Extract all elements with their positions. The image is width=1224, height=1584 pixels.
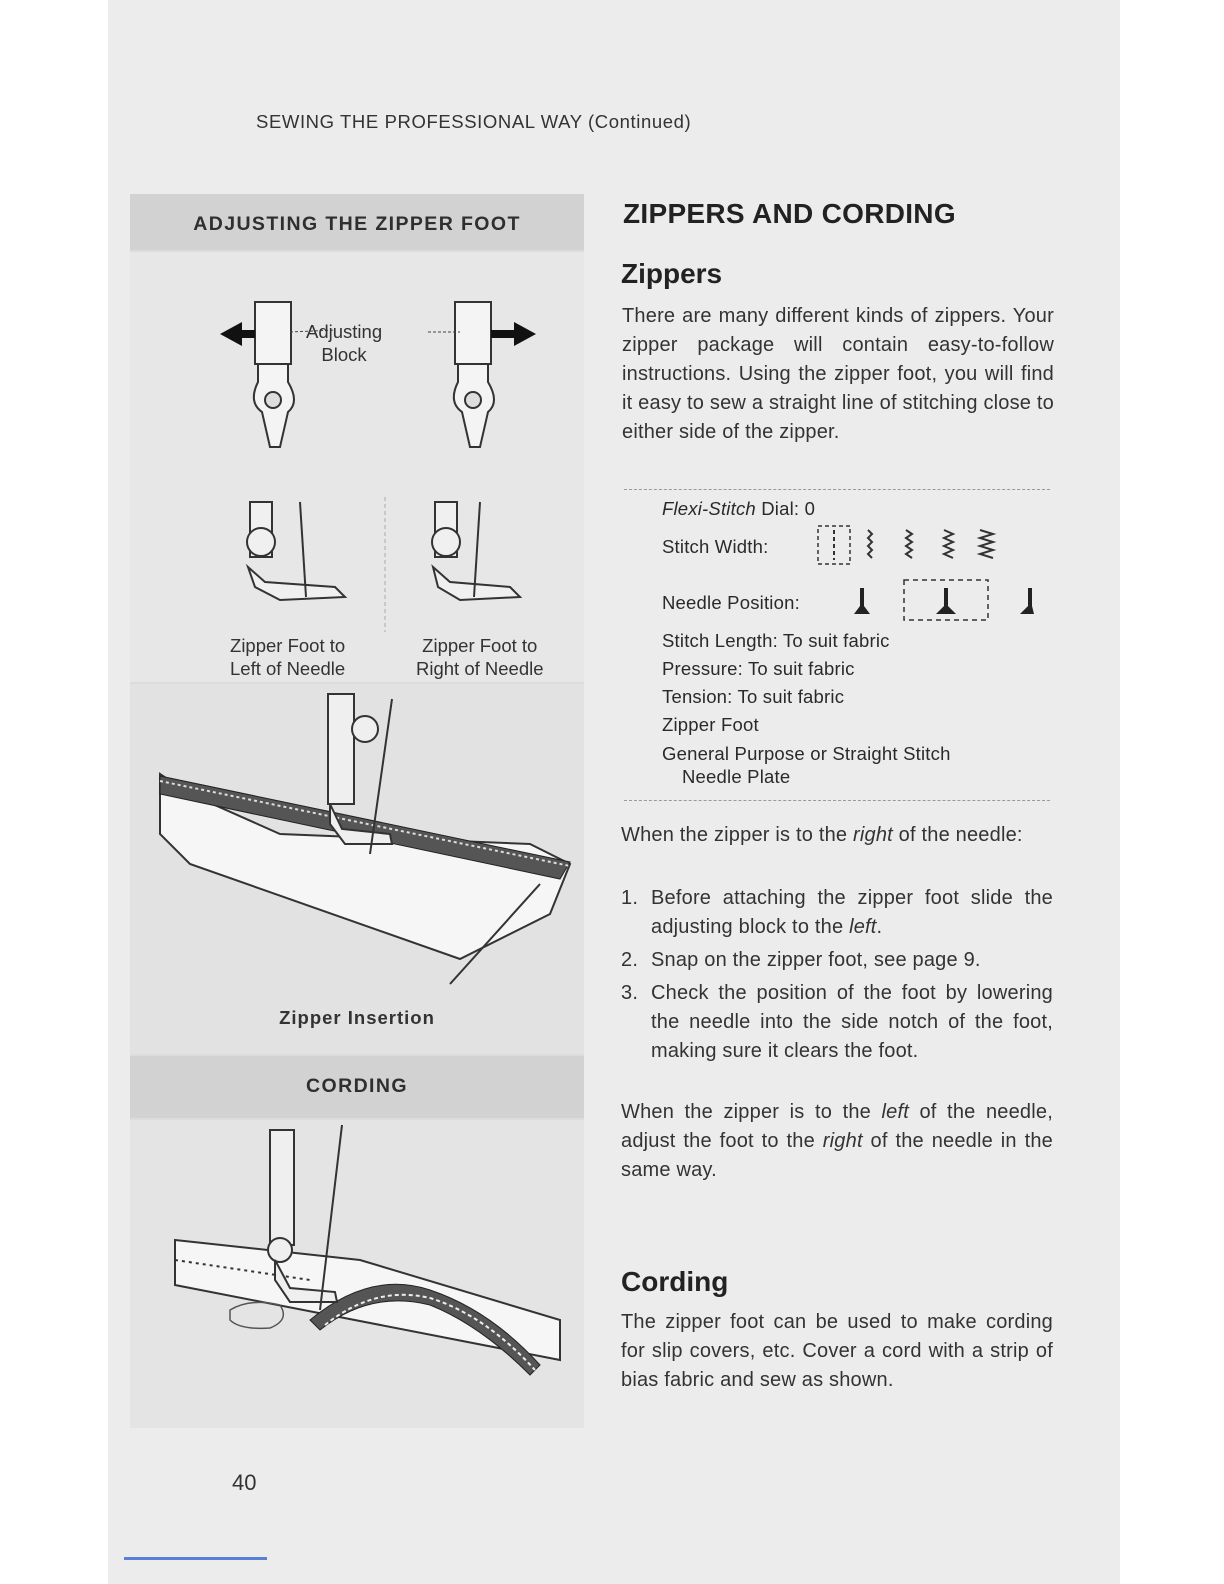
cording-title: CORDING (130, 1056, 584, 1118)
adjusting-illustration (130, 252, 584, 682)
stitch-width-icons (816, 522, 1016, 568)
step-text: Check the position of the foot by lowering the needle into the side notch of the foot, making sure it clears the foot. (651, 982, 1053, 1062)
intro-text-b: of the needle: (892, 824, 1023, 846)
dial-setting (662, 498, 815, 520)
cording-illustration (130, 1120, 584, 1428)
left-case-text (621, 1098, 1053, 1185)
step-item (621, 979, 1053, 1066)
foot-left-line-1: Zipper Foot to (230, 635, 346, 656)
plate-setting-line-1: General Purpose or Straight Stitch (662, 743, 951, 764)
step-number: 3. (621, 982, 639, 1004)
step-item (621, 884, 1053, 942)
needle-position-label: Needle Position: (662, 592, 800, 613)
tension-setting: Tension: To suit fabric (662, 686, 845, 707)
running-header: SEWING THE PROFESSIONAL WAY (Continued) (256, 111, 692, 132)
cording-text: The zipper foot can be used to make cording for slip covers, etc. Cover a cord with a strip of bias fabric and sew as shown. (621, 1311, 1053, 1391)
step-text: Before attaching the zipper foot slide the adjusting block to the (651, 887, 1053, 938)
step-number: 1. (621, 887, 639, 909)
plate-setting-line-2: Needle Plate (682, 766, 791, 787)
right-case-intro (621, 821, 1053, 850)
zippers-heading: Zippers (621, 258, 723, 289)
foot-left-line-2: Left of Needle (230, 658, 346, 679)
foot-right-line-2: Right of Needle (416, 658, 544, 679)
adjusting-label-line-1: Adjusting (306, 321, 383, 342)
adjusting-title: ADJUSTING THE ZIPPER FOOT (130, 194, 584, 250)
stitch-width-label: Stitch Width: (662, 536, 769, 557)
step-text-end: . (876, 916, 883, 938)
pressure-setting: Pressure: To suit fabric (662, 658, 855, 679)
step-item (621, 946, 1053, 975)
left-case-emphasis-2: right (822, 1130, 863, 1152)
foot-setting: Zipper Foot (662, 714, 759, 735)
left-case-text-c: of the needle in the same way. (621, 1130, 1053, 1181)
needle-position-icons (852, 576, 1052, 622)
cording-drawing (130, 1120, 584, 1428)
left-column (130, 194, 584, 1428)
intro-text-a: When the zipper is to the (621, 824, 853, 846)
zipper-insertion-illustration (130, 684, 584, 1054)
left-case-text-b: of the needle, adjust the foot to the (621, 1101, 1053, 1152)
zipper-insertion-drawing (130, 684, 584, 1014)
step-emphasis: left (849, 916, 877, 938)
zipper-insertion-caption: Zipper Insertion (279, 1007, 435, 1028)
foot-right-caption (416, 634, 544, 680)
zippers-intro: There are many different kinds of zippers. Your zipper package will contain easy-to-follow instructions. Using the zipper foot, you will find it easy to sew a straight line of stitching close to either side of the zipper. (622, 305, 1054, 443)
page-number: 40 (232, 1470, 257, 1495)
step-text: Snap on the zipper foot, see page 9. (651, 949, 981, 971)
cording-heading: Cording (621, 1266, 729, 1297)
machine-settings-box (624, 489, 1050, 801)
adjusting-block-label (306, 320, 382, 366)
left-case-text-a: When the zipper is to the (621, 1101, 882, 1123)
foot-right-line-1: Zipper Foot to (422, 635, 538, 656)
step-number: 2. (621, 949, 639, 971)
intro-emphasis: right (853, 824, 893, 846)
stitch-length-setting: Stitch Length: To suit fabric (662, 630, 890, 651)
foot-left-caption (230, 634, 345, 680)
section-title: ZIPPERS AND CORDING (623, 198, 956, 229)
scan-edge-mark (124, 1557, 267, 1560)
zipper-foot-diagram (130, 252, 584, 682)
left-case-emphasis-1: left (881, 1101, 909, 1123)
dial-label: Flexi-Stitch (662, 498, 756, 519)
steps-list (621, 884, 1053, 1066)
adjusting-label-line-2: Block (321, 344, 367, 365)
dial-value: Dial: 0 (755, 498, 816, 519)
